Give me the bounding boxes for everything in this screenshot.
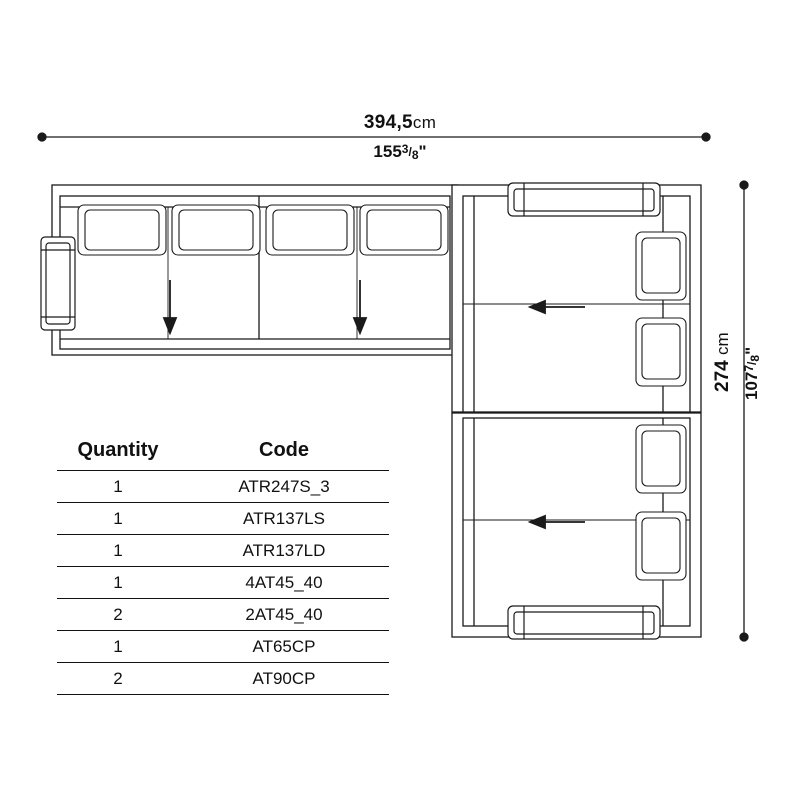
cell-quantity: 2 <box>57 599 179 631</box>
cell-code: ATR137LS <box>179 503 389 535</box>
table-row <box>57 631 389 663</box>
cell-code: 2AT45_40 <box>179 599 389 631</box>
top-dimension-cm-value: 394,5 <box>363 112 413 133</box>
cell-code: AT65CP <box>179 631 389 663</box>
left-armrest <box>41 237 75 330</box>
right-dimension-in-mark: " <box>742 346 761 355</box>
cell-quantity: 2 <box>57 663 179 695</box>
top-dimension-line <box>38 133 710 141</box>
top-in-frac-numerator: 3 <box>401 142 409 156</box>
top-dimension-cm-unit: cm <box>412 113 437 132</box>
right-dimension-line <box>740 181 748 641</box>
cell-code: ATR137LD <box>179 535 389 567</box>
cell-quantity: 1 <box>57 471 179 503</box>
table-row <box>57 503 389 535</box>
table-row <box>57 567 389 599</box>
right-in-frac-numerator: 7 <box>742 364 756 372</box>
table-row <box>57 663 389 695</box>
column-header-quantity: Quantity <box>57 437 179 471</box>
cell-quantity: 1 <box>57 535 179 567</box>
top-dimension-in-fraction: 3/8 <box>401 142 419 162</box>
right-lower-bolster <box>508 606 660 639</box>
right-in-frac-denominator: 8 <box>748 354 762 362</box>
top-dimension-in-value: 155 <box>373 142 402 161</box>
cell-code: 4AT45_40 <box>179 567 389 599</box>
top-in-frac-denominator: 8 <box>411 148 419 162</box>
table-row <box>57 535 389 567</box>
table-header-row <box>57 437 389 471</box>
right-dimension-cm-unit: cm <box>713 332 732 356</box>
right-dimension-cm-value: 274 <box>712 360 733 392</box>
cell-quantity: 1 <box>57 631 179 663</box>
right-dimension-in-fraction: 7/8 <box>742 354 762 372</box>
cell-quantity: 1 <box>57 503 179 535</box>
table-row <box>57 599 389 631</box>
right-dimension-in-value: 107 <box>742 371 761 400</box>
cell-code: AT90CP <box>179 663 389 695</box>
cell-quantity: 1 <box>57 567 179 599</box>
cell-code: ATR247S_3 <box>179 471 389 503</box>
top-dimension-in-mark: " <box>418 142 427 161</box>
right-upper-bolster <box>508 183 660 216</box>
bill-of-materials-table <box>57 437 389 695</box>
table-row <box>57 471 389 503</box>
column-header-code: Code <box>179 437 389 471</box>
